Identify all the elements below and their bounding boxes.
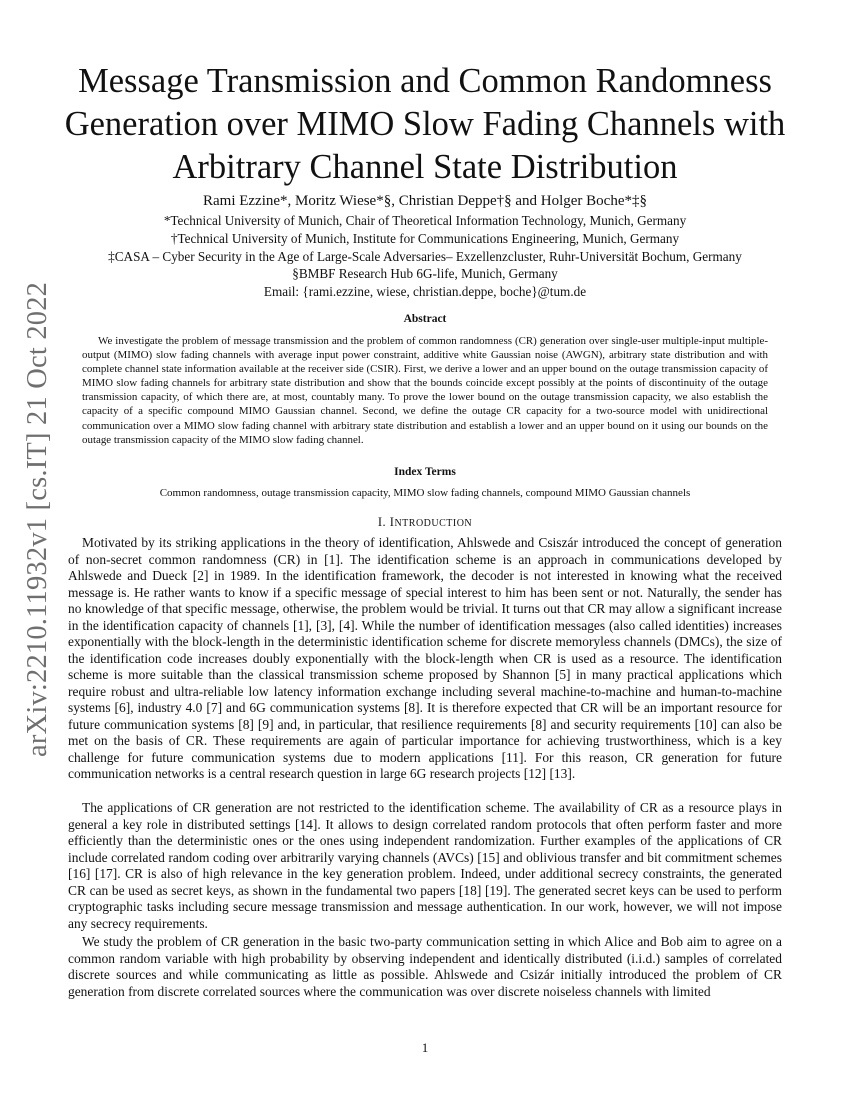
abstract-heading: Abstract	[403, 313, 447, 325]
intro-paragraph-1: Motivated by its striking applications in the theory of identification, Ahlswede and Csiszár introduced the concept of generation of non-secret common randomness (CR) in [1]. The identification scheme is an approach in communications developed by Ahlswede and Dueck [2] in 1989. In the identification framework, the decoder is not interested in knowing what the received message is. He rather wants to know if a specific message of special interest to him has been sent or not. Naturally, the sender has no knowledge of that specific message, otherwise, the problem would be trivial. It turns out that CR may allow a significant increase in the identification capacity of channels [1], [3], [4]. While the number of identification messages (also called identities) increases exponentially with the block-length in the deterministic identification scheme for discrete memoryless channels (DMCs), the size of the identification code increases doubly exponentially with the block-length when CR is used as a resource. The identification scheme is more suitable than the classical transmission scheme proposed by Shannon [5] in many practical applications which require robust and ultra-reliable low latency information exchange including several machine-to-machine and human-to-machine systems [6], industry 4.0 [7] and 6G communication systems [8]. It is therefore expected that CR will be an important resource for future communication systems [8] [9] and, in particular, that resilience requirements [8] and security requirements [10] can also be met on the basis of CR. These requirements are again of particular importance for achieving trustworthiness, which is a key challenge for future communication systems due to modern applications [11]. For this reason, CR generation for future communication networks is a central research question in large 6G research projects [12] [13].	[68, 535, 782, 781]
section-numeral: I.	[377, 515, 387, 529]
section-heading-rest: NTRODUCTION	[394, 518, 473, 529]
paper-title: Message Transmission and Common Randomness Generation over MIMO Slow Fading Channels with Arbitrary Channel State Distribution	[64, 62, 786, 186]
abstract-text: We investigate the problem of message transmission and the problem of common randomness (CR) generation over single-user multiple-input multiple-output (MIMO) slow fading channels with average input power constraint, additive white Gaussian noise (AWGN), arbitrary state distribution and with complete channel state information available at the receiver side (CSIR). First, we derive a lower and an upper bound on the outage transmission capacity of MIMO slow fading channels for arbitrary state distribution and show that the bounds coincide except possibly at the points of discontinuity of the outage transmission capacity, of which there are, at most, countably many. To prove the lower bound on the outage transmission capacity, we also establish the capacity of a specific compound MIMO Gaussian channel. Second, we define the outage CR capacity for a two-source model with unidirectional communication over a MIMO slow fading channel with arbitrary state distribution and establish a lower and an upper bound on it using our bounds on the outage transmission capacity of the MIMO slow fading channel.	[82, 335, 768, 446]
author-list: Rami Ezzine*, Moritz Wiese*§, Christian Deppe†§ and Holger Boche*‡§	[202, 193, 647, 209]
page-number: 1	[421, 1040, 429, 1055]
affiliation-1: *Technical University of Munich, Chair of Theoretical Information Technology, Munich, Germany	[163, 213, 687, 228]
intro-paragraph-3: We study the problem of CR generation in the basic two-party communication setting in which Alice and Bob aim to agree on a common random variable with high probability by observing independent and identically distributed (i.i.d.) samples of correlated discrete sources and while communicating as little as possible. Ahlswede and Csizár initially introduced the problem of CR generation from discrete correlated sources where the communication was over discrete noiseless channels with limited	[68, 934, 782, 999]
intro-paragraph-2: The applications of CR generation are not restricted to the identification scheme. The availability of CR as a resource plays in general a key role in distributed settings [14]. It allows to design correlated random protocols that often perform faster and more efficiently than the deterministic ones or the ones using independent randomization. Further examples of the applications of CR include correlated random coding over arbitrarily varying channels (AVCs) [15] and oblivious transfer and bit commitment schemes [16] [17]. CR is also of high relevance in the key generation problem. Indeed, under additional secrecy constraints, the generated CR can be used as secret keys, as shown in the fundamental two papers [18] [19]. The generated secret keys can be used to perform cryptographic tasks including secure message transmission and message authentication. In our work, however, we will not impose any secrecy requirements.	[68, 800, 782, 931]
arxiv-identifier[interactable]: arXiv:2210.11932v1 [cs.IT] 21 Oct 2022	[22, 281, 53, 757]
affiliation-3: ‡CASA – Cyber Security in the Age of Large-Scale Adversaries– Exzellenzcluster, Ruhr-Universität Bochum, Germany	[108, 249, 742, 264]
affiliation-4: §BMBF Research Hub 6G-life, Munich, Germany	[292, 266, 558, 281]
section-heading-initial: I	[389, 515, 395, 529]
email-line[interactable]: Email: {rami.ezzine, wiese, christian.deppe, boche}@tum.de	[263, 284, 587, 299]
section-heading-introduction	[40, 514, 810, 532]
index-terms-heading: Index Terms	[394, 466, 456, 478]
index-terms-text: Common randomness, outage transmission capacity, MIMO slow fading channels, compound MIMO Gaussian channels	[159, 487, 691, 499]
affiliation-2: †Technical University of Munich, Institute for Communications Engineering, Munich, Germany	[170, 231, 680, 246]
